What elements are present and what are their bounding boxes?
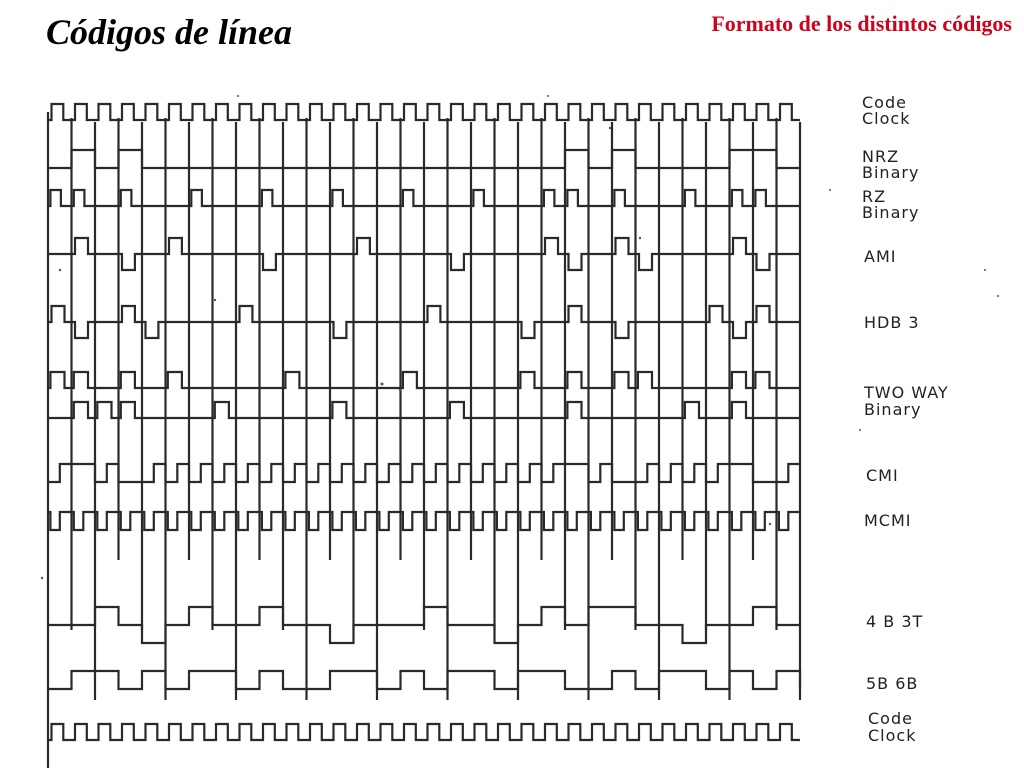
code-labels: [862, 93, 949, 745]
waveform-cmi: [48, 464, 800, 482]
label-mcmi: MCMI: [864, 511, 912, 530]
label-rz-binary: RZ Binary: [862, 187, 920, 222]
label-hdb3: HDB 3: [864, 313, 920, 332]
waveform-code-clock-top: [48, 104, 800, 120]
label-ami: AMI: [864, 247, 897, 266]
slide-subtitle: Formato de los distintos códigos: [711, 11, 1012, 36]
slide-title: Códigos de línea: [46, 12, 293, 52]
label-code-clock-top: Code Clock: [862, 93, 911, 128]
label-nrz-binary: NRZ Binary: [862, 147, 920, 182]
label-code-clock-bottom: Code Clock: [868, 709, 917, 745]
label-5b6b: 5B 6B: [866, 674, 919, 693]
waveform-code-clock-bottom: [48, 724, 800, 740]
label-cmi: CMI: [866, 466, 899, 485]
waveform-5b6b: [48, 671, 800, 689]
waveform-4b3t: [48, 607, 800, 643]
label-two-way-binary: TWO WAY Binary: [864, 383, 949, 419]
label-4b3t: 4 B 3T: [866, 612, 924, 631]
bit-boundary-lines: [48, 112, 800, 768]
